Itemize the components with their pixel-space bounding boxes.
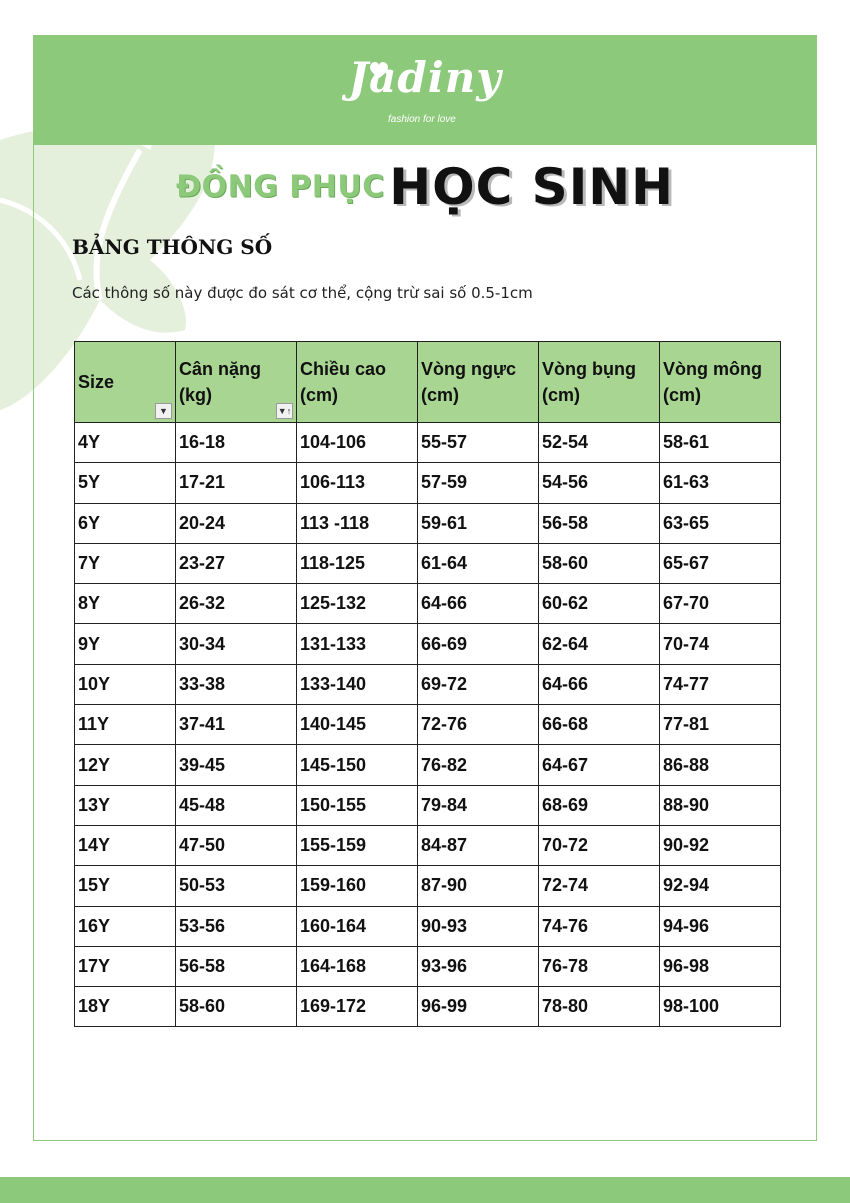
- cell-hip: 65-67: [660, 543, 781, 583]
- cell-hip: 70-74: [660, 624, 781, 664]
- cell-weight: 45-48: [176, 785, 297, 825]
- size-chart-table: [74, 341, 781, 1027]
- cell-weight: 33-38: [176, 664, 297, 704]
- cell-chest: 96-99: [418, 987, 539, 1027]
- table-row: [75, 543, 781, 583]
- cell-chest: 90-93: [418, 906, 539, 946]
- cell-size: 17Y: [75, 946, 176, 986]
- header-label: Cân nặng: [179, 359, 262, 379]
- cell-size: 11Y: [75, 705, 176, 745]
- cell-size: 4Y: [75, 423, 176, 463]
- table-row: [75, 463, 781, 503]
- cell-waist: 64-66: [539, 664, 660, 704]
- cell-weight: 26-32: [176, 584, 297, 624]
- table-row: [75, 745, 781, 785]
- table-row: [75, 906, 781, 946]
- cell-hip: 94-96: [660, 906, 781, 946]
- cell-size: 13Y: [75, 785, 176, 825]
- cell-weight: 17-21: [176, 463, 297, 503]
- header-label: Vòng bụng: [542, 359, 636, 379]
- cell-chest: 57-59: [418, 463, 539, 503]
- table-row: [75, 624, 781, 664]
- cell-waist: 54-56: [539, 463, 660, 503]
- cell-chest: 79-84: [418, 785, 539, 825]
- cell-height: 125-132: [297, 584, 418, 624]
- brand-logo: [0, 54, 850, 102]
- cell-hip: 98-100: [660, 987, 781, 1027]
- table-row: [75, 584, 781, 624]
- cell-height: 118-125: [297, 543, 418, 583]
- cell-chest: 59-61: [418, 503, 539, 543]
- cell-hip: 88-90: [660, 785, 781, 825]
- table-row: [75, 785, 781, 825]
- header-chest: [418, 342, 539, 423]
- table-row: [75, 423, 781, 463]
- cell-waist: 62-64: [539, 624, 660, 664]
- cell-height: 160-164: [297, 906, 418, 946]
- cell-size: 15Y: [75, 866, 176, 906]
- cell-hip: 92-94: [660, 866, 781, 906]
- header-unit: (cm): [542, 385, 581, 405]
- cell-size: 12Y: [75, 745, 176, 785]
- cell-weight: 56-58: [176, 946, 297, 986]
- cell-weight: 50-53: [176, 866, 297, 906]
- title-main: HỌC SINH: [389, 158, 674, 216]
- cell-chest: 66-69: [418, 624, 539, 664]
- cell-hip: 96-98: [660, 946, 781, 986]
- table-header-row: [75, 342, 781, 423]
- cell-weight: 53-56: [176, 906, 297, 946]
- header-label: Size: [78, 372, 115, 392]
- cell-weight: 30-34: [176, 624, 297, 664]
- header-unit: (kg): [179, 385, 212, 405]
- cell-size: 9Y: [75, 624, 176, 664]
- cell-hip: 58-61: [660, 423, 781, 463]
- cell-waist: 58-60: [539, 543, 660, 583]
- cell-waist: 52-54: [539, 423, 660, 463]
- brand-tagline: fashion for love: [388, 114, 456, 125]
- table-row: [75, 503, 781, 543]
- cell-size: 7Y: [75, 543, 176, 583]
- table-row: [75, 866, 781, 906]
- cell-hip: 74-77: [660, 664, 781, 704]
- footer-band: [0, 1177, 850, 1203]
- cell-chest: 72-76: [418, 705, 539, 745]
- cell-weight: 16-18: [176, 423, 297, 463]
- cell-height: 164-168: [297, 946, 418, 986]
- cell-chest: 55-57: [418, 423, 539, 463]
- cell-chest: 93-96: [418, 946, 539, 986]
- cell-waist: 78-80: [539, 987, 660, 1027]
- cell-height: 140-145: [297, 705, 418, 745]
- cell-weight: 23-27: [176, 543, 297, 583]
- filter-dropdown-icon[interactable]: ▼: [155, 403, 172, 419]
- cell-hip: 90-92: [660, 825, 781, 865]
- cell-height: 113 -118: [297, 503, 418, 543]
- sort-filter-icon[interactable]: ▼↑: [276, 403, 293, 419]
- cell-hip: 61-63: [660, 463, 781, 503]
- header-size: [75, 342, 176, 423]
- header-weight: [176, 342, 297, 423]
- title-prefix: ĐỒNG PHỤC: [175, 169, 385, 205]
- cell-hip: 67-70: [660, 584, 781, 624]
- header-unit: (cm): [663, 385, 702, 405]
- cell-waist: 76-78: [539, 946, 660, 986]
- cell-size: 10Y: [75, 664, 176, 704]
- table-row: [75, 987, 781, 1027]
- cell-hip: 77-81: [660, 705, 781, 745]
- cell-hip: 86-88: [660, 745, 781, 785]
- cell-waist: 64-67: [539, 745, 660, 785]
- cell-size: 14Y: [75, 825, 176, 865]
- cell-chest: 64-66: [418, 584, 539, 624]
- cell-waist: 60-62: [539, 584, 660, 624]
- cell-weight: 47-50: [176, 825, 297, 865]
- header-height: [297, 342, 418, 423]
- cell-height: 169-172: [297, 987, 418, 1027]
- cell-waist: 70-72: [539, 825, 660, 865]
- cell-height: 145-150: [297, 745, 418, 785]
- section-heading: BẢNG THÔNG SỐ: [72, 235, 273, 259]
- cell-size: 5Y: [75, 463, 176, 503]
- cell-weight: 20-24: [176, 503, 297, 543]
- measurement-note: Các thông số này được đo sát cơ thể, cộng trừ sai số 0.5-1cm: [72, 284, 533, 302]
- cell-height: 133-140: [297, 664, 418, 704]
- cell-size: 8Y: [75, 584, 176, 624]
- cell-height: 159-160: [297, 866, 418, 906]
- cell-waist: 72-74: [539, 866, 660, 906]
- cell-chest: 61-64: [418, 543, 539, 583]
- cell-chest: 76-82: [418, 745, 539, 785]
- header-label: Vòng ngực: [421, 359, 517, 379]
- cell-size: 18Y: [75, 987, 176, 1027]
- header-label: Vòng mông: [663, 359, 762, 379]
- cell-waist: 66-68: [539, 705, 660, 745]
- page-title: [0, 158, 850, 216]
- cell-height: 150-155: [297, 785, 418, 825]
- cell-height: 131-133: [297, 624, 418, 664]
- table-row: [75, 825, 781, 865]
- header-waist: [539, 342, 660, 423]
- table-body: [75, 423, 781, 1027]
- cell-hip: 63-65: [660, 503, 781, 543]
- cell-height: 104-106: [297, 423, 418, 463]
- cell-chest: 84-87: [418, 825, 539, 865]
- table-row: [75, 946, 781, 986]
- brand-name: Jadiny: [348, 53, 502, 102]
- cell-size: 6Y: [75, 503, 176, 543]
- cell-chest: 69-72: [418, 664, 539, 704]
- header-label: Chiều cao: [300, 359, 387, 379]
- header-unit: (cm): [300, 385, 339, 405]
- table-row: [75, 664, 781, 704]
- header-hip: [660, 342, 781, 423]
- header-unit: (cm): [421, 385, 460, 405]
- table-row: [75, 705, 781, 745]
- cell-height: 155-159: [297, 825, 418, 865]
- cell-waist: 74-76: [539, 906, 660, 946]
- cell-weight: 37-41: [176, 705, 297, 745]
- cell-waist: 68-69: [539, 785, 660, 825]
- cell-size: 16Y: [75, 906, 176, 946]
- cell-waist: 56-58: [539, 503, 660, 543]
- cell-chest: 87-90: [418, 866, 539, 906]
- cell-weight: 58-60: [176, 987, 297, 1027]
- cell-height: 106-113: [297, 463, 418, 503]
- cell-weight: 39-45: [176, 745, 297, 785]
